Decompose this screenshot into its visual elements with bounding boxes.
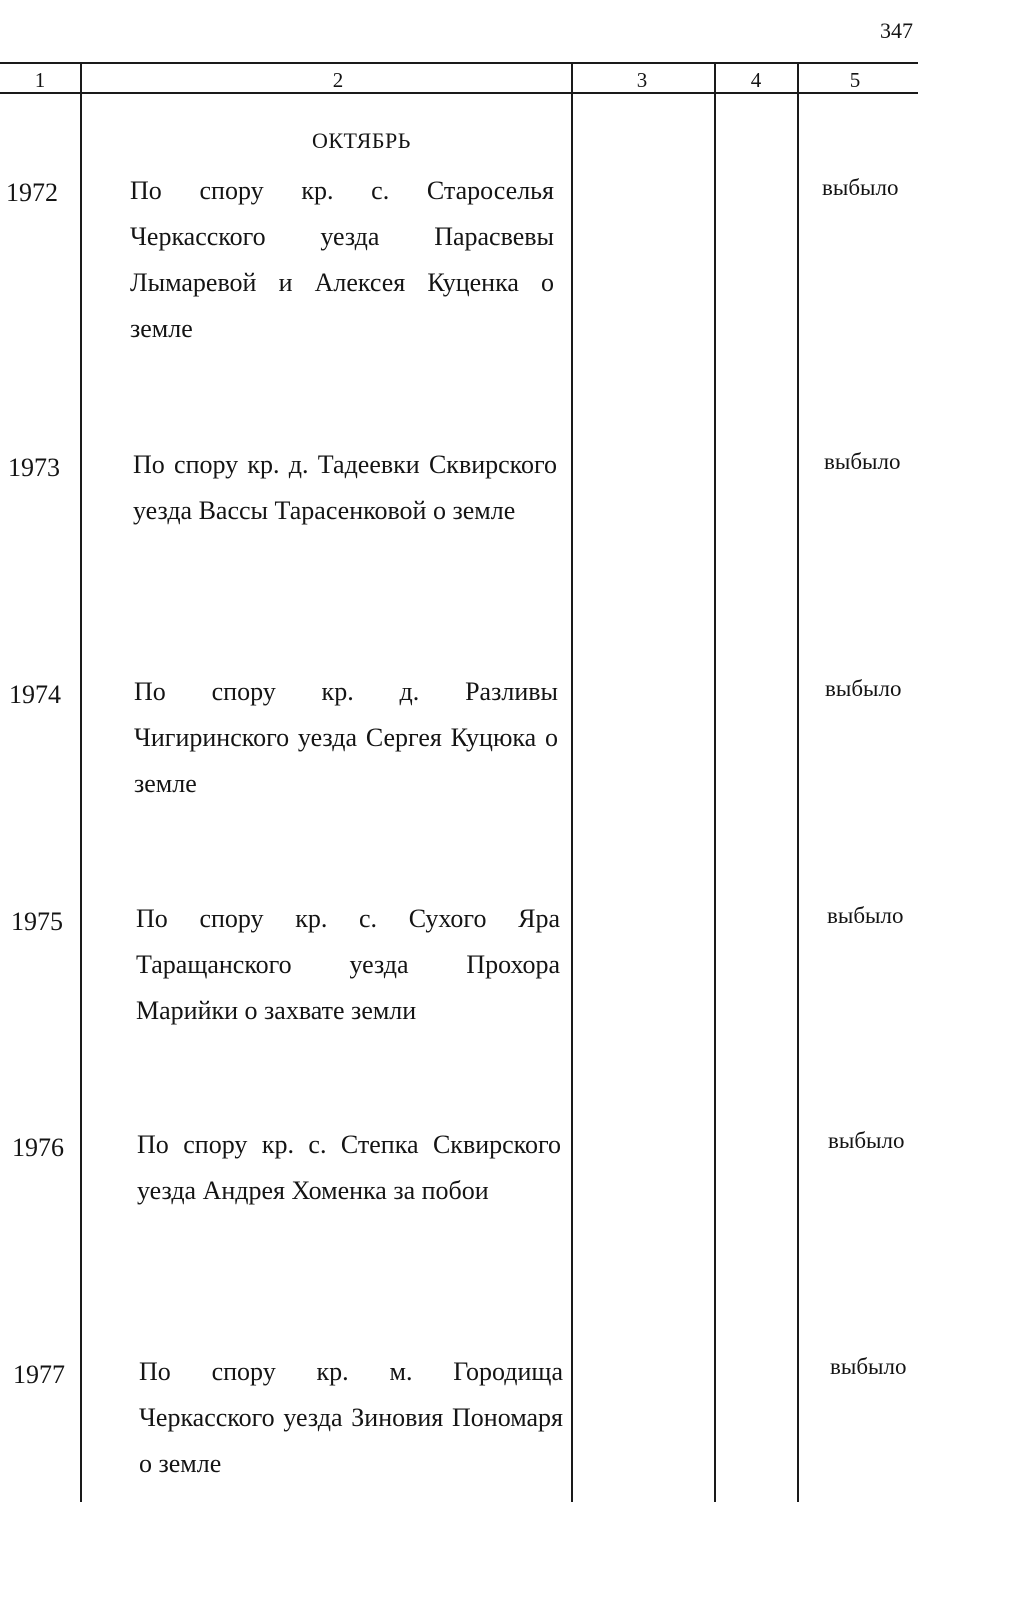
column-divider-3 (714, 62, 716, 1502)
month-heading: ОКТЯБРЬ (312, 128, 411, 153)
entry-description: По спору кр. с. Сухого Яра Таращанского уезда Прохора Марийки о захвате земли (136, 904, 560, 1025)
entry-status: выбыло (822, 175, 899, 200)
entry-description: По спору кр. с. Староселья Черкасского уезда Парасвевы Лымаревой и Алексея Куценка о земле (130, 176, 554, 343)
column-divider-2 (571, 62, 573, 1502)
entry-status: выбыло (827, 903, 904, 928)
entry-number: 1976 (12, 1133, 64, 1162)
entry-status: выбыло (828, 1128, 905, 1153)
column-divider-4 (797, 62, 799, 1502)
entry-status: выбыло (830, 1354, 907, 1379)
entry-status: выбыло (824, 449, 901, 474)
entry-number: 1974 (9, 680, 61, 709)
entry-number: 1975 (11, 907, 63, 936)
page-number: 347 (880, 18, 913, 43)
column-number-4: 4 (750, 68, 762, 92)
table-header-bottom-rule (0, 92, 918, 94)
column-number-1: 1 (34, 68, 46, 92)
column-divider-1 (80, 62, 82, 1502)
column-number-5: 5 (849, 68, 861, 92)
entry-number: 1973 (8, 453, 60, 482)
entry-number: 1977 (13, 1360, 65, 1389)
entry-description: По спору кр. м. Городища Черкасского уезда Зиновия Пономаря о земле (139, 1357, 563, 1478)
table-top-rule (0, 62, 918, 64)
entry-description: По спору кр. д. Тадеевки Сквирского уезда Вассы Тарасенковой о земле (133, 450, 557, 525)
entry-description: По спору кр. д. Разливы Чигиринского уезда Сергея Куцюка о земле (134, 677, 558, 798)
entry-description: По спору кр. с. Степка Сквирского уезда Андрея Хоменка за побои (137, 1130, 561, 1205)
entry-status: выбыло (825, 676, 902, 701)
entry-number: 1972 (6, 178, 58, 207)
column-number-2: 2 (332, 68, 344, 92)
column-number-3: 3 (636, 68, 648, 92)
